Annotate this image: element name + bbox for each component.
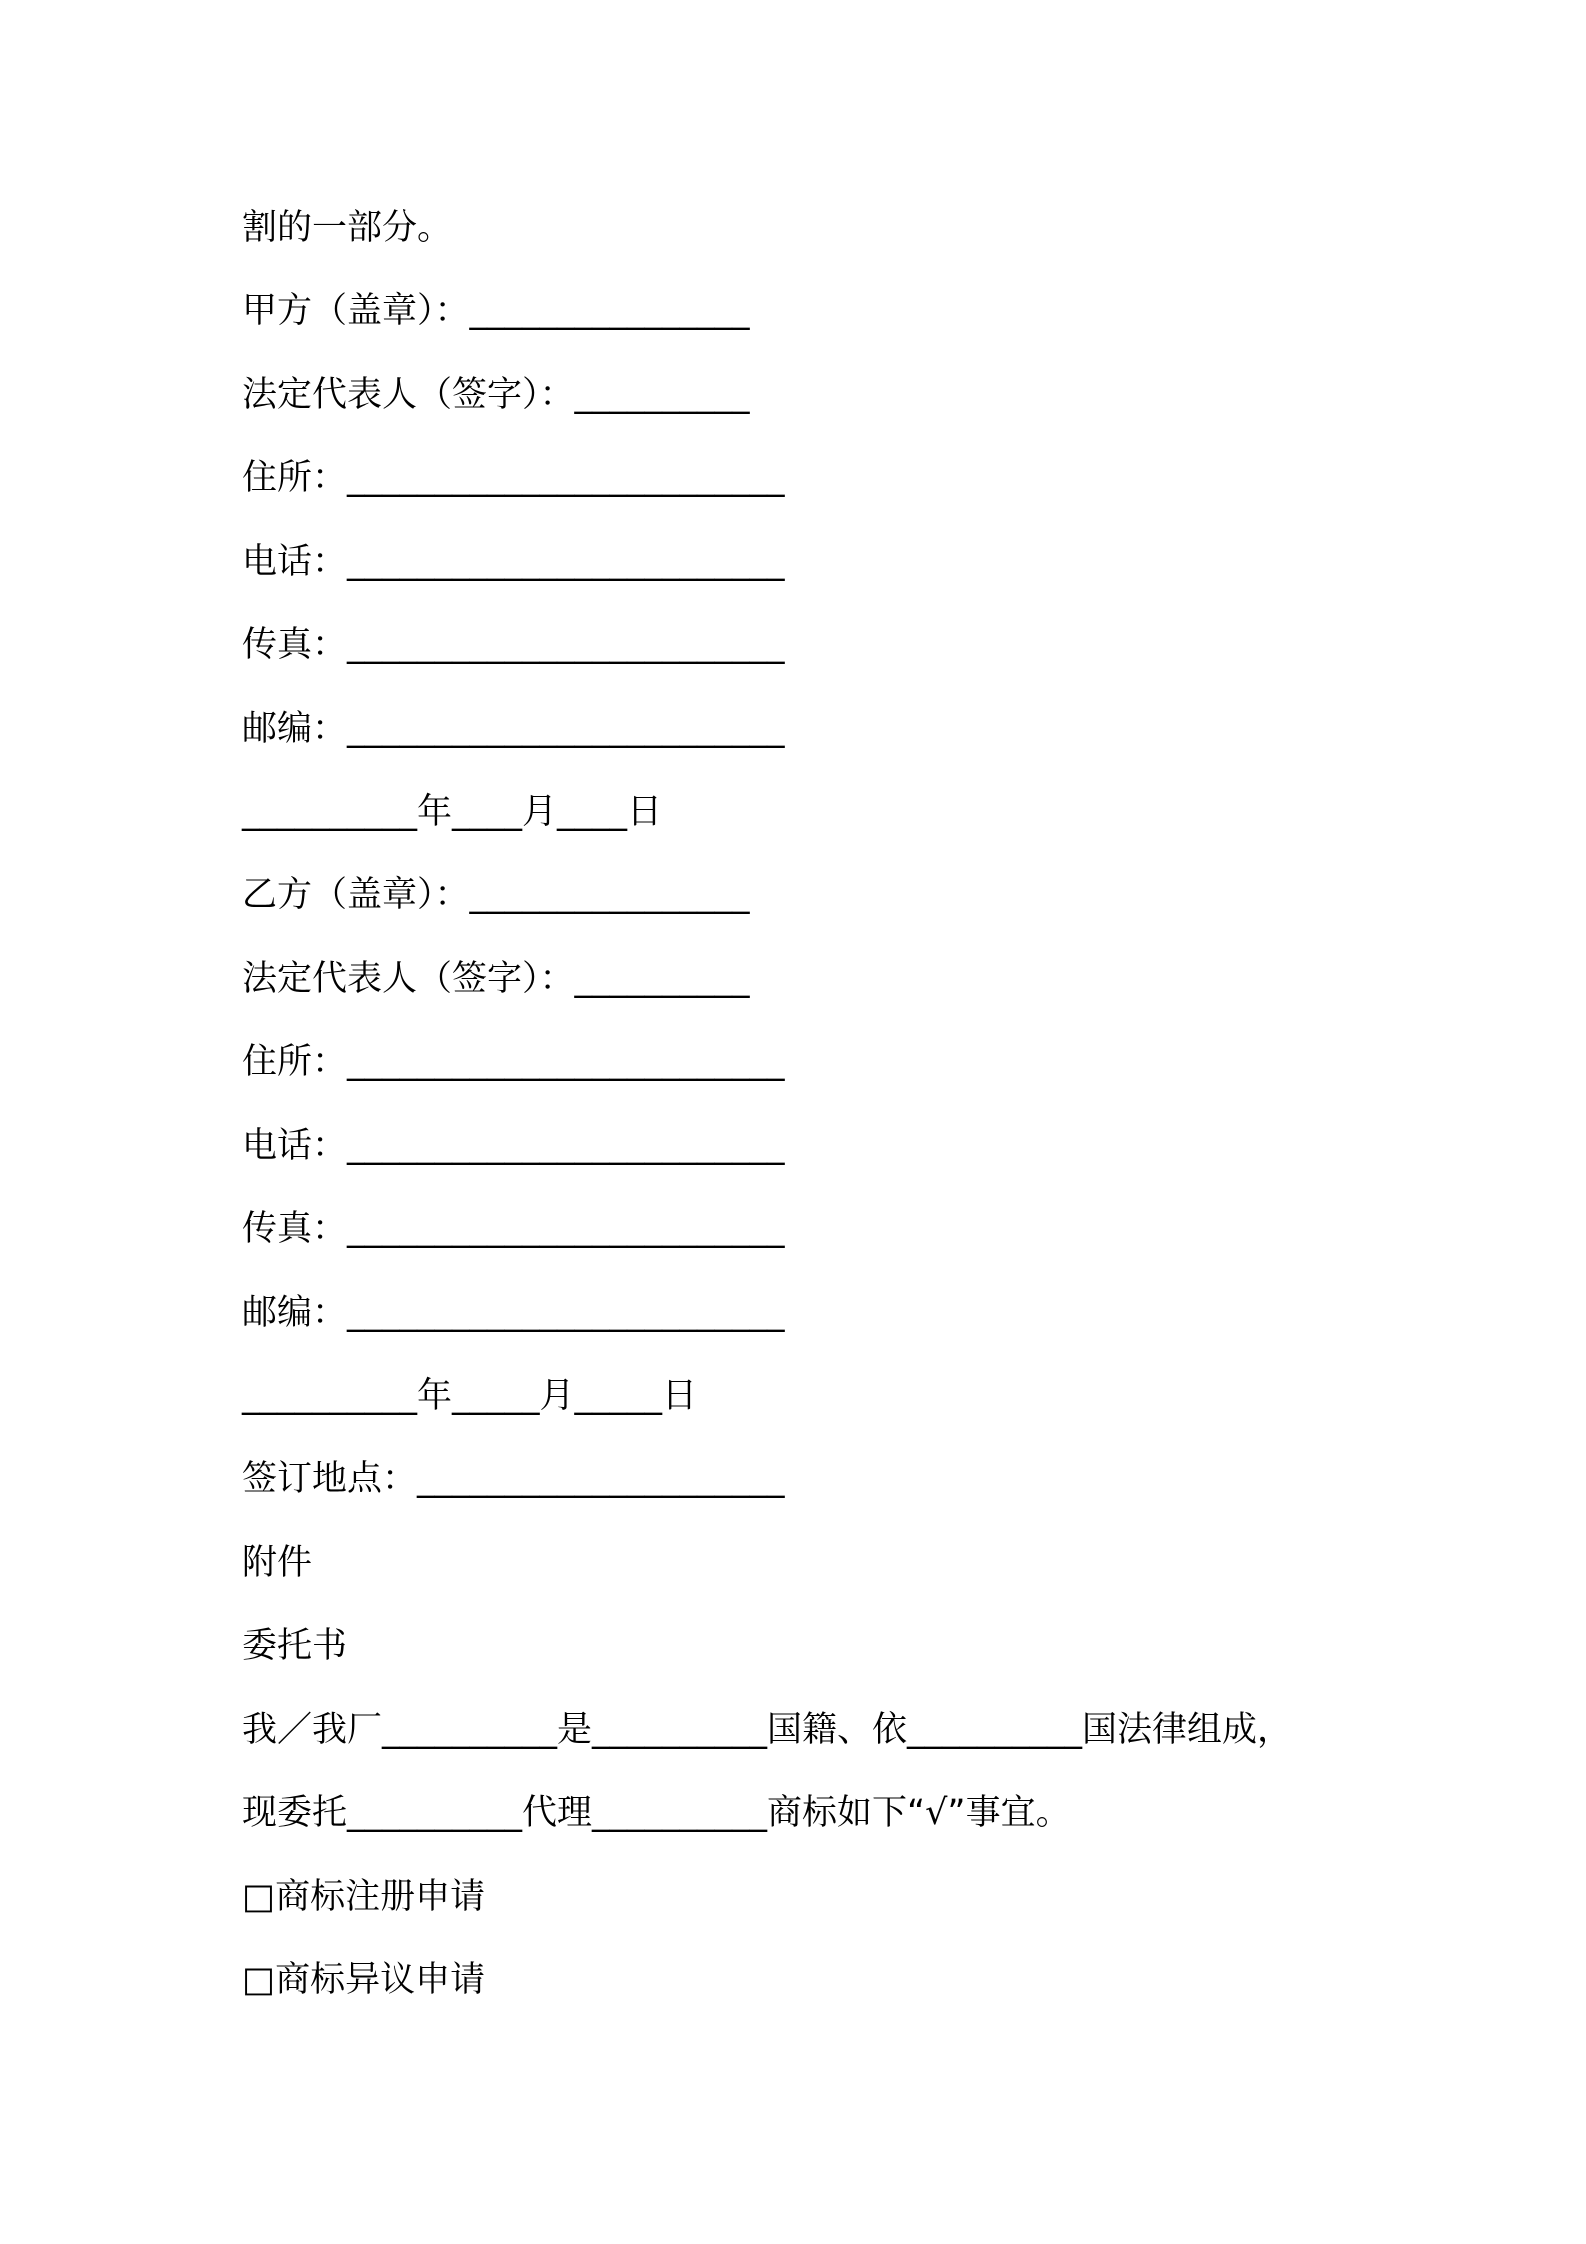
party-a-postcode-line: 邮编：_________________________ xyxy=(242,709,785,749)
option-trademark-opposition: □商标异议申请 xyxy=(242,1960,486,2000)
party-b-postcode-line: 邮编：_________________________ xyxy=(242,1293,785,1333)
attachment-heading: 附件 xyxy=(242,1543,313,1583)
party-a-date-line: __________年____月____日 xyxy=(242,792,663,832)
party-b-representative-line: 法定代表人（签字）：__________ xyxy=(242,959,750,999)
party-a-phone-line: 电话：_________________________ xyxy=(242,542,785,582)
party-b-date-line: __________年_____月_____日 xyxy=(242,1376,698,1416)
text-line-continuation: 割的一部分。 xyxy=(242,208,453,248)
party-b-seal-line: 乙方（盖章）：________________ xyxy=(242,875,750,915)
party-b-address-line: 住所：_________________________ xyxy=(242,1042,785,1082)
signing-place-line: 签订地点：_____________________ xyxy=(242,1459,785,1499)
party-b-phone-line: 电话：_________________________ xyxy=(242,1126,785,1166)
power-of-attorney-heading: 委托书 xyxy=(242,1626,348,1666)
entrust-statement-line: 现委托__________代理__________商标如下“√”事宜。 xyxy=(242,1793,1071,1833)
party-b-fax-line: 传真：_________________________ xyxy=(242,1209,785,1249)
party-a-seal-line: 甲方（盖章）：________________ xyxy=(242,291,750,331)
party-a-address-line: 住所：_________________________ xyxy=(242,458,785,498)
option-trademark-registration: □商标注册申请 xyxy=(242,1877,486,1917)
party-a-fax-line: 传真：_________________________ xyxy=(242,625,785,665)
party-a-representative-line: 法定代表人（签字）：__________ xyxy=(242,375,750,415)
principal-statement-line: 我／我厂__________是__________国籍、依__________国法律组成， xyxy=(242,1710,1293,1750)
